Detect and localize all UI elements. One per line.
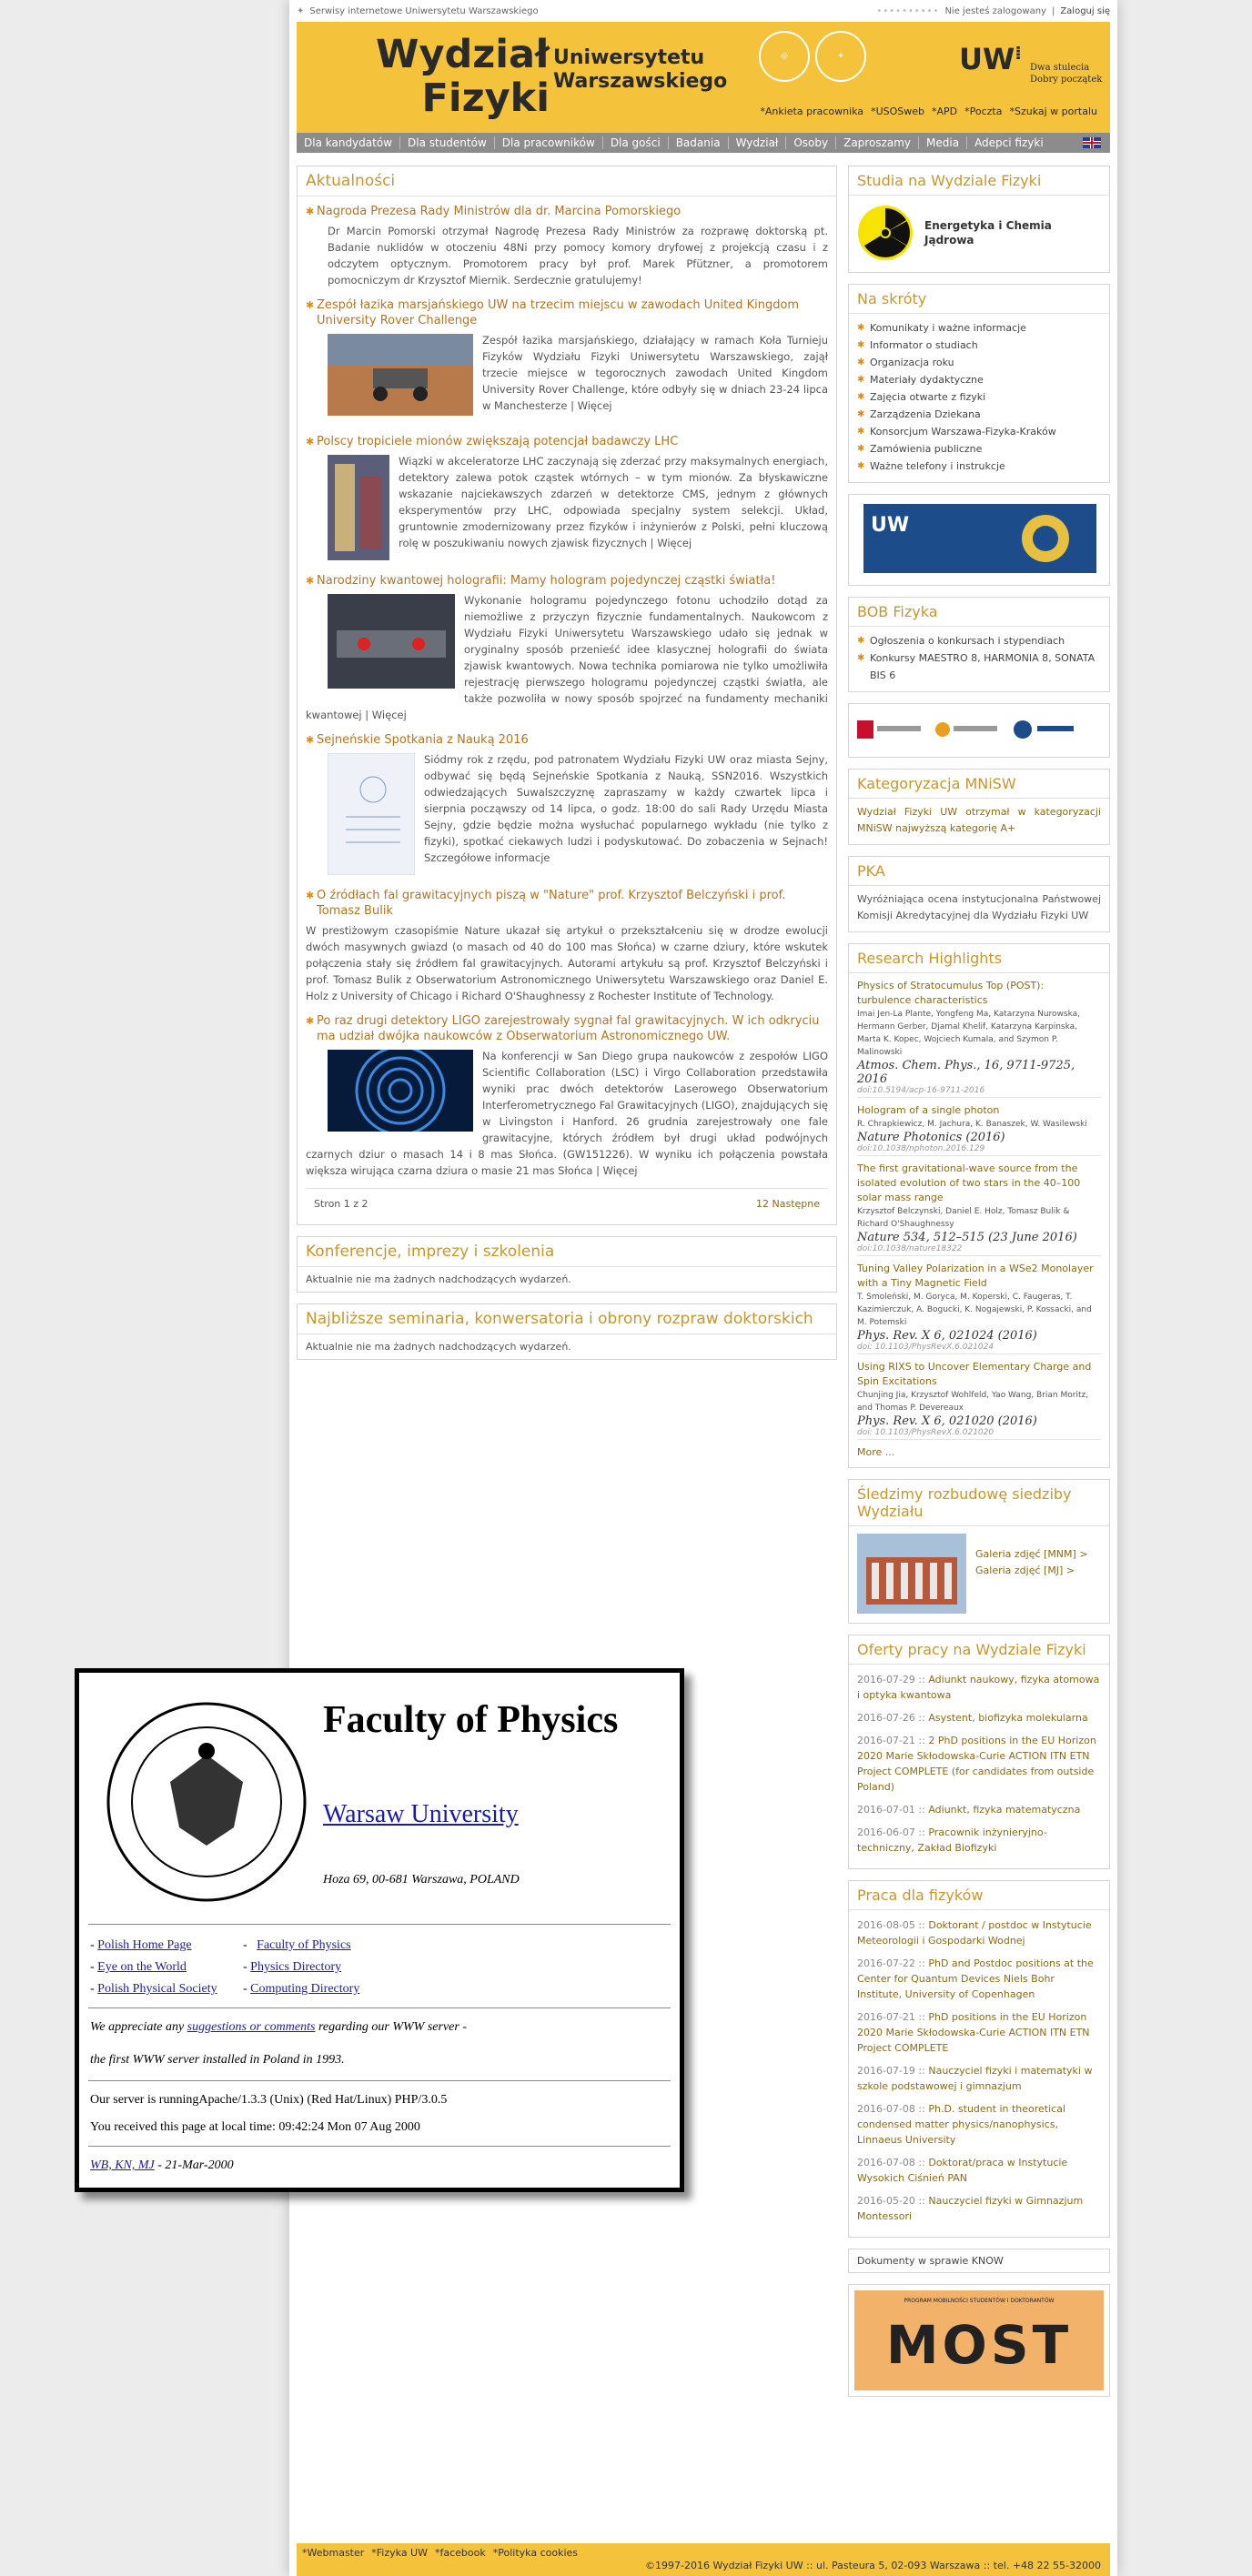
news-title[interactable]: ✱ O źródłach fal grawitacyjnych piszą w "Nature" prof. Krzysztof Belczyński i prof. Tomasz Bulik (306, 888, 828, 919)
most-banner: PROGRAM MOBILNOŚCI STUDENTÓW I DOKTORANTÓW MOST (854, 2290, 1104, 2390)
shortcut-link[interactable]: ✱ Organizacja roku (857, 354, 1101, 371)
rozbudowa-box (848, 1479, 1110, 1624)
news-item (306, 888, 828, 1004)
banner (297, 22, 1110, 133)
ncbr-logo[interactable] (934, 717, 999, 744)
box-title: Oferty pracy na Wydziale Fizyki (849, 1635, 1109, 1665)
shortcut-link[interactable]: ✱ Informator o studiach (857, 337, 1101, 354)
know-box (848, 2249, 1110, 2273)
next-page-link[interactable]: 12 Następne (756, 1198, 820, 1210)
box-title: Praca dla fizyków (849, 1881, 1109, 1910)
uw-200-banner[interactable] (848, 494, 1110, 586)
old-faculty-page-overlay: Faculty of Physics Warsaw University Hoza 69, 00-681 Warszawa, POLAND - Polish Home Page - Faculty of Physics - Eye on the World - Physics Directory - Polish Physical Society - Computing Directory We appreciate any suggestions or comments regarding our WWW server - the first WWW server installed in Poland in 1993. Our server is runningApache/1.3.3 (Unix) (Red Hat/Linux) PHP/3.0.5 You received this page at local time: 09:42:24 Mon 07 Aug 2000 WB, KN, MJ - 21-Mar-2000 (75, 1668, 684, 2192)
nav-item[interactable]: Dla kandydatów (297, 136, 400, 149)
box-title: Na skróty (849, 285, 1109, 314)
section-title: Najbliższe seminaria, konwersatoria i obrony rozpraw doktorskich (298, 1304, 836, 1334)
news-text: Zespół łazika marsjańskiego, działający w ramach Koła Turnieju Fizyków Wydziału Fizyki Uniwersytetu Warszawskiego, zajął trzecie miejsce w tegorocznych zawodach United Kingdom University Rover Challenge, które odbyły się w dniach 23-24 lipca w Manchesterze | Więcej (482, 334, 828, 412)
hologram-image[interactable] (328, 594, 455, 689)
gravitational-wave-image[interactable] (328, 1050, 473, 1132)
news-section (297, 166, 837, 1225)
physics-dir-link[interactable]: Physics Directory (250, 1960, 342, 1974)
praca-box (848, 1880, 1110, 2238)
mnisw-box (848, 769, 1110, 845)
service-link[interactable]: Serwisy internetowe Uniwersytetu Warszawskiego (309, 5, 539, 16)
highlight-title[interactable]: Hologram of a single photon (857, 1104, 1000, 1116)
job-item[interactable]: 2016-05-20 :: Nauczyciel fizyki w Gimnazjum Montessori (857, 2195, 1084, 2222)
sejny-poster-image[interactable] (328, 753, 415, 875)
seminars-section (297, 1303, 837, 1360)
copyright: ©1997-2016 Wydział Fizyki UW :: ul. Pasteura 5, 02-093 Warszawa :: tel. +48 22 55-32000 (645, 2560, 1101, 2571)
footer-link[interactable]: *Polityka cookies (492, 2547, 579, 2559)
job-item[interactable]: 2016-07-21 :: 2 PhD positions in the EU Horizon 2020 Marie Skłodowska-Curie ACTION ITN ETN Project COMPLETE (for candidates from outside Poland) (857, 1735, 1096, 1793)
shortcut-link[interactable]: ✱ Zamówienia publiczne (857, 440, 1101, 458)
computing-dir-link[interactable]: Computing Directory (250, 1982, 360, 1996)
signature-links[interactable]: WB, KN, MJ (90, 2158, 155, 2172)
nav-item[interactable]: Dla pracowników (495, 136, 603, 149)
box-title: BOB Fizyka (849, 598, 1109, 627)
job-item[interactable]: 2016-07-22 :: PhD and Postdoc positions at the Center for Quantum Devices Niels Bohr Institute, University of Copenhagen (857, 1957, 1094, 2000)
login-link[interactable]: Zaloguj się (1060, 5, 1110, 16)
pka-box (848, 856, 1110, 932)
nav-item[interactable]: Dla studentów (400, 136, 495, 149)
box-title: Studia na Wydziale Fizyki (849, 166, 1109, 196)
banner-link[interactable]: *Szukaj w portalu (1009, 106, 1097, 117)
shortcut-link[interactable]: ✱ Zajęcia otwarte z fizyki (857, 388, 1101, 406)
news-title[interactable]: ✱ Sejneńskie Spotkania z Nauką 2016 (306, 732, 828, 748)
footer-link[interactable]: *Fizyka UW (371, 2547, 428, 2559)
news-title[interactable]: ✱ Zespół łazika marsjańskiego UW na trzecim miejscu w zawodach United Kingdom University Rover Challenge (306, 297, 828, 328)
footer-link[interactable]: *facebook (435, 2547, 486, 2559)
ncn-logo[interactable] (857, 717, 923, 744)
university-seal-icon (105, 1700, 308, 1904)
pka-text[interactable]: Wyróżniająca ocena instytucjonalna Państwowej Komisji Akredytacyjnej dla Wydziału Fizyki UW (857, 893, 1101, 921)
banner-link[interactable]: *Poczta (964, 106, 1003, 117)
seal-icon: ◎ (759, 31, 810, 82)
eye-link[interactable]: Eye on the World (97, 1960, 187, 1974)
highlight-item: Using RIXS to Uncover Elementary Charge and Spin Excitations Chunjing Jia, Krzysztof Wohlfeld, Yao Wang, Brian Moritz, and Thomas P. Devereaux Phys. Rev. X 6, 021020 (2016) doi: 10.1103/PhysRevX.6.021020 (857, 1360, 1101, 1440)
gallery-link[interactable]: Galeria zdjęć [MJ] > (975, 1565, 1075, 1576)
highlight-item: Physics of Stratocumulus Top (POST): turbulence characteristics Imai Jen-La Plante, Yongfeng Ma, Katarzyna Nurowska, Hermann Gerber, Djamal Khelif, Katarzyna Karpinska, Marta K. Kopec, Wojciech Kumala, and Szymon P. Malinowski Atmos. Chem. Phys., 16, 9711-9725, 2016 doi:10.5194/acp-16-9711-2016 (857, 979, 1101, 1098)
box-title: Kategoryzacja MNiSW (849, 770, 1109, 799)
highlight-item: The first gravitational-wave source from the isolated evolution of two stars in the 40–100 solar mass range Krzysztof Belczynski, Daniel E. Holz, Tomasz Bulik & Richard O'Shaughnessy Nature 534, 512–515 (23 June 2016) doi:10.1038/nature18322 (857, 1162, 1101, 1256)
news-title[interactable]: ✱ Po raz drugi detektory LIGO zarejestrowały sygnał fal grawitacyjnych. W ich odkryciu ma udział dwójka naukowców z Obserwatorium Astronomicznego UW. (306, 1013, 828, 1044)
page-count[interactable]: Stron 1 z 2 (314, 1198, 369, 1210)
news-text: Wykonanie hologramu pojedynczego fotonu uchodziło dotąd za niemożliwe z przyczyn fizycznie fundamentalnych. Naukowcom z Wydziału Fizyki Uniwersytetu Warszawskiego udało się jednak w oryginalny sposób przenieść idee klasycznej holografii do świata zjawisk kwantowych. Nowa technika pomiarowa nie tylko umożliwiła rejestrację pierwszego hologramu pojedynczej cząstki światła, ale także pozwoliła w nowy sposób spojrzeć na fundamenty mechaniki kwantowej | Więcej (306, 594, 828, 721)
faculty-link[interactable]: Faculty of Physics (257, 1938, 351, 1952)
svg-text:UW: UW (871, 514, 910, 537)
news-item (306, 732, 828, 879)
rover-image[interactable] (328, 334, 473, 416)
uw-logo[interactable]: UW⁞ (959, 42, 1022, 76)
news-item (306, 573, 828, 723)
box-title: Śledzimy rozbudowę siedziby Wydziału (849, 1480, 1109, 1526)
slogan: Dwa stulecia Dobry początek (1030, 63, 1103, 85)
banner-link[interactable]: *APD (931, 106, 958, 117)
job-item[interactable]: 2016-07-01 :: Adiunkt, fizyka matematyczna (857, 1804, 1081, 1816)
news-text: Siódmy rok z rzędu, pod patronatem Wydziału Fizyki UW oraz miasta Sejny, odbywać się będą Sejneńskie Spotkania z Nauką, SSN2016. Wszystkich odwiedzających Suwalszczyznę zapraszamy w każdy czwartek lipca i sierpnia począwszy od 14 lipca, o godz. 18:00 do sali Rady Urzędu Miasta Sejny, gdzie będzie można wysłuchać popularnego wykładu (nie tylko z fizyki), spotkać ciekawych ludzi i podyskutować. Do zobaczenia w Sejnach! Szczegółowe informacje (424, 753, 828, 864)
address: Hoza 69, 00-681 Warszawa, POLAND (323, 1873, 520, 1887)
page-title: Faculty of Physics (323, 1699, 619, 1741)
warsaw-university-link[interactable]: Warsaw University (323, 1800, 519, 1828)
news-title[interactable]: ✱ Narodziny kwantowej holografii: Mamy hologram pojedynczej cząstki światła! (306, 573, 828, 589)
server-info: Our server is runningApache/1.3.3 (Unix) (Red Hat/Linux) PHP/3.0.5 (90, 2093, 448, 2107)
local-time: You received this page at local time: 09:42:24 Mon 07 Aug 2000 (90, 2120, 420, 2134)
pps-link[interactable]: Polish Physical Society (97, 1982, 217, 1996)
section-title: Konferencje, imprezy i szkolenia (298, 1237, 836, 1267)
sidebar (848, 166, 1110, 2408)
logo-uni: Uniwersytetu Warszawskiego (553, 46, 728, 93)
uk-flag-icon[interactable] (1083, 137, 1101, 148)
uw-eagle-seal-icon: ✦ (815, 31, 866, 82)
logo-text[interactable]: Wydział Fizyki (376, 32, 550, 121)
radiation-icon (857, 205, 914, 261)
bob-link[interactable]: ✱ Konkursy MAESTRO 8, HARMONIA 8, SONATA BIS 6 (857, 649, 1101, 684)
empty-message: Aktualnie nie ma żadnych nadchodzących wydarzeń. (306, 1273, 571, 1285)
first-server-text: the first WWW server installed in Poland in 1993. (90, 2053, 345, 2067)
news-item (306, 1013, 828, 1179)
lhc-image[interactable] (328, 455, 389, 560)
footer-link[interactable]: *Webmaster (302, 2547, 365, 2559)
nav-item[interactable]: Media (919, 136, 967, 149)
news-title[interactable]: ✱ Polscy tropiciele mionów zwiększają potencjał badawczy LHC (306, 434, 828, 449)
news-text: Wiązki w akceleratorze LHC zaczynają się zderzać przy maksymalnych energiach, detektory zalewa potok cząstek wtórnych – w tym mionów. Za błyskawiczne wskazanie najciekawszych zdarzeń w detektorze CMS, jednym z głównych eksperymentów przy LHC, odpowiada specjalny system selekcji. Układ, gruntownie zmodernizowany przez fizyków i inżynierów z Polski, pełni kluczową rolę w poszukiwaniu nowych zjawisk fizycznych | Więcej (399, 455, 828, 549)
highlight-title[interactable]: Physics of Stratocumulus Top (POST): turbulence characteristics (857, 980, 1045, 1006)
news-text: W prestiżowym czasopiśmie Nature ukazał się artykuł o przekształceniu się w drodze ewolucji dwóch masywnych gwiazd (o masach od 40 do 100 mas Słońca) w czarne dziury, które wskutek połączenia stały się źródłem fal grawitacyjnych. Autorami artykułu są prof. Krzysztof Belczyński i prof. Tomasz Bulik z Obserwatorium Astronomicznego Uniwersytetu Warszawskiego oraz Daniel E. Holz z University of Chicago i Richard O'Shaughnessy z Rochester Institute of Technology. (306, 924, 828, 1002)
banner-link[interactable]: *Ankieta pracownika (760, 106, 864, 117)
news-title[interactable]: ✱ Nagroda Prezesa Rady Ministrów dla dr. Marcina Pomorskiego (306, 204, 828, 219)
nav-item[interactable]: Badania (669, 136, 729, 149)
empty-message: Aktualnie nie ma żadnych nadchodzących wydarzeń. (306, 1341, 571, 1353)
box-title: Research Highlights (849, 944, 1109, 973)
job-item[interactable]: 2016-07-26 :: Asystent, biofizyka molekularna (857, 1712, 1088, 1724)
funding-logos (848, 703, 1110, 758)
footer (297, 2543, 1110, 2576)
login-status: Nie jesteś zalogowany (944, 5, 1046, 16)
shortcut-link[interactable]: ✱ Konsorcjum Warszawa-Fizyka-Kraków (857, 423, 1101, 440)
uw-eagle-icon: ✦ (297, 5, 305, 16)
section-title: Aktualności (298, 166, 836, 196)
box-title: PKA (849, 857, 1109, 886)
shortcut-link[interactable]: ✱ Zarządzenia Dziekana (857, 406, 1101, 423)
nav-item[interactable]: Dla gości (603, 136, 669, 149)
energetyka-banner[interactable]: Energetyka i Chemia Jądrowa (849, 201, 1109, 265)
news-text: Na konferencji w San Diego grupa naukowców z zespołów LIGO Scientific Collaboration (LSC) i Virgo Collaboration przedstawiła wyniki prac dwóch detektorów Laserowego Obserwatorium Interferometrycznego Fal Grawitacyjnych (LIGO), znajdujących się w Livingston i Hanford. 26 grudnia zarejestrowały one fale grawitacyjne, których źródłem był drugi układ podwójnych czarnych dziur o masach 14 i 8 mas Słońca. (GW151226). W wyniku ich połączenia powstała większa wirująca czarna dziura o masie 21 mas Słońca | Więcej (306, 1050, 828, 1177)
studia-box (848, 166, 1110, 273)
job-item[interactable]: 2016-08-05 :: Doktorant / postdoc w Instytucie Meteorologii i Gospodarki Wodnej (857, 1919, 1092, 1947)
bob-link[interactable]: ✱ Ogłoszenia o konkursach i stypendiach (857, 632, 1101, 649)
shortcut-link[interactable]: ✱ Komunikaty i ważne informacje (857, 319, 1101, 337)
job-item[interactable]: 2016-06-07 :: Pracownik inżynieryjno-techniczny, Zakład Biofizyki (857, 1826, 1047, 1854)
know-link[interactable]: Dokumenty w sprawie KNOW (857, 2255, 1004, 2267)
building-image[interactable] (857, 1534, 966, 1614)
top-bar: ✦ Serwisy internetowe Uniwersytetu Warszawskiego •••••••••• Nie jesteś zalogowany | Zaloguj się (297, 5, 1110, 16)
highlight-item: Hologram of a single photon R. Chrapkiewicz, M. Jachura, K. Banaszek, W. Wasilewski Nature Photonics (2016) doi:10.1038/nphoton.2016.129 (857, 1103, 1101, 1156)
nav-item[interactable]: Osoby (786, 136, 836, 149)
research-box (848, 943, 1110, 1468)
nav-item[interactable]: Zaproszamy (836, 136, 919, 149)
highlight-item: Tuning Valley Polarization in a WSe2 Monolayer with a Tiny Magnetic Field T. Smoleński, M. Goryca, M. Koperski, C. Faugeras, T. Kazimierczuk, A. Bogucki, K. Nogajewski, P. Kossacki, and M. Potemski Phys. Rev. X 6, 021024 (2016) doi: 10.1103/PhysRevX.6.021024 (857, 1262, 1101, 1354)
bob-box (848, 597, 1110, 692)
suggestions-link[interactable]: suggestions or comments (187, 2020, 316, 2034)
news-item (306, 434, 828, 564)
shortcut-link[interactable]: ✱ Ważne telefony i instrukcje (857, 458, 1101, 475)
fnp-logo[interactable] (1010, 717, 1075, 744)
job-item[interactable]: 2016-07-08 :: Doktorat/praca w Instytucie Wysokich Ciśnień PAN (857, 2157, 1068, 2184)
nav-item[interactable]: Adepci fizyki (974, 136, 1044, 149)
dots-decoration: •••••••••• (876, 5, 940, 16)
highlight-title[interactable]: The first gravitational-wave source from the isolated evolution of two stars in the 40–100 solar mass range (857, 1162, 1081, 1203)
gallery-link[interactable]: Galeria zdjęć [MNM] > (975, 1548, 1088, 1560)
job-item[interactable]: 2016-07-21 :: PhD positions in the EU Horizon 2020 Marie Skłodowska-Curie ACTION ITN ETN Project COMPLETE (857, 2011, 1090, 2054)
conferences-section (297, 1236, 837, 1293)
main-nav (297, 133, 1110, 153)
highlight-title[interactable]: Tuning Valley Polarization in a WSe2 Monolayer with a Tiny Magnetic Field (857, 1263, 1094, 1289)
highlight-title[interactable]: Using RIXS to Uncover Elementary Charge and Spin Excitations (857, 1361, 1092, 1387)
pagination (306, 1188, 828, 1219)
nav-item[interactable]: Wydział (729, 136, 787, 149)
news-item (306, 204, 828, 288)
more-link[interactable]: More ... (857, 1446, 895, 1458)
polish-home-link[interactable]: Polish Home Page (97, 1938, 192, 1952)
shortcut-link[interactable]: ✱ Materiały dydaktyczne (857, 371, 1101, 388)
mnisw-text[interactable]: Wydział Fizyki UW otrzymał w kategoryzacji MNiSW najwyższą kategorię A+ (857, 806, 1101, 834)
banner-link[interactable]: *USOSweb (871, 106, 924, 117)
na-skroty-box (848, 284, 1110, 483)
most-box[interactable] (848, 2284, 1110, 2397)
oferty-box (848, 1635, 1110, 1869)
job-item[interactable]: 2016-07-29 :: Adiunkt naukowy, fizyka atomowa i optyka kwantowa (857, 1674, 1100, 1701)
job-item[interactable]: 2016-07-08 :: Ph.D. student in theoretical condensed matter physics/nanophysics, Linnaeus University (857, 2103, 1066, 2146)
news-text: Dr Marcin Pomorski otrzymał Nagrodę Prezesa Rady Ministrów za rozprawę doktorską pt. Badanie nuklidów w otoczeniu 48Ni przy pomocy komory dryfowej z projekcją czasu i z odczytem optycznym. Promotorem pracy był prof. Marek Pfützner, a promotorem pomocniczym dr Krzysztof Miernik. Serdecznie gratulujemy! (328, 225, 828, 287)
news-item (306, 297, 828, 425)
banner-links (760, 106, 1097, 117)
uw-200-years-banner-image (863, 504, 1096, 573)
job-item[interactable]: 2016-07-19 :: Nauczyciel fizyki i matematyki w szkole podstawowej i gimnazjum (857, 2065, 1093, 2092)
main-column (297, 166, 837, 1371)
